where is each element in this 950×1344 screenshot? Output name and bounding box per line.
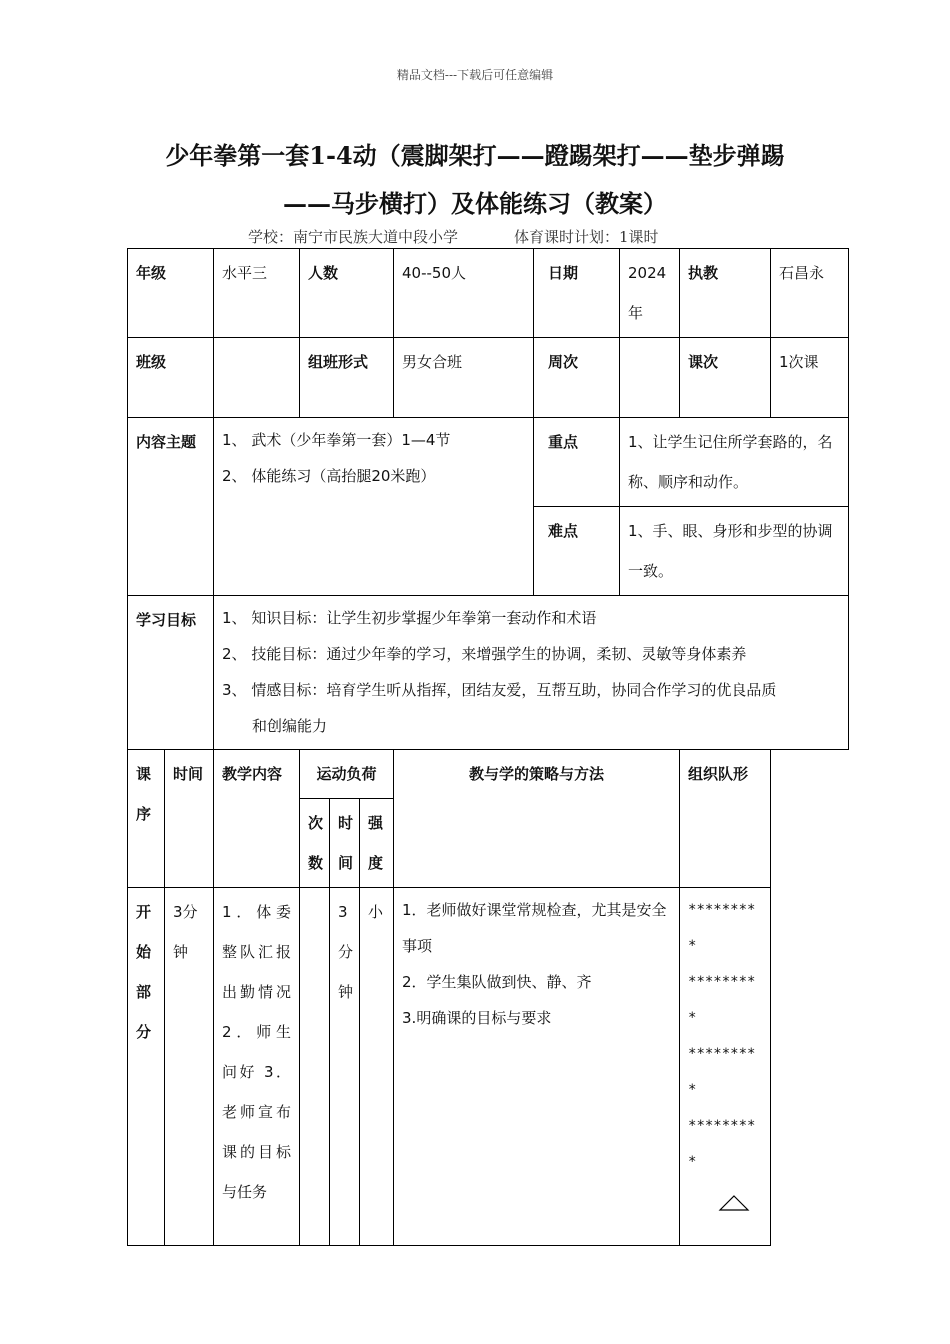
formation-row: ********* [688,1118,756,1170]
goals-items [214,596,849,750]
class-value [214,338,300,418]
col-intensity: 强度 [360,799,394,888]
section-intensity: 小 [360,888,394,1246]
teacher-value: 石昌永 [771,249,849,338]
difficulty-text: 1、手、眼、身形和步型的协调一致。 [620,507,849,596]
section-count [300,888,330,1246]
formation-row: ********* [688,902,756,954]
form-label: 组班形式 [300,338,394,418]
key-point-text: 1、让学生记住所学套路的，名称、顺序和动作。 [620,418,849,507]
section-name: 开始部分 [128,888,165,1246]
goal-item: 1、 知识目标：让学生初步掌握少年拳第一套动作和术语 [222,609,597,627]
col-content: 教学内容 [214,750,300,888]
content-row [128,418,849,507]
columns-row-1 [128,750,849,799]
difficulty-label: 难点 [534,507,620,596]
school-name: 学校：南宁市民族大道中段小学 [248,228,459,246]
section-duration: 3分钟 [330,888,360,1246]
content-items [214,418,534,596]
school-info-line [248,226,659,247]
class-label: 班级 [128,338,214,418]
section-content: 1．体委整队汇报出勤情况 2．师生问好 3．老师宣布课的目标与任务 [214,888,300,1246]
formation-row: ********* [688,974,756,1026]
date-label: 日期 [534,249,620,338]
section-methods [394,888,680,1246]
col-order: 课序 [128,750,165,888]
key-point-label: 重点 [534,418,620,507]
people-label: 人数 [300,249,394,338]
header-note: 精品文档---下载后可任意编辑 [396,68,554,82]
grade-value: 水平三 [214,249,300,338]
col-method: 教与学的策略与方法 [394,750,680,888]
info-row-1 [128,249,849,338]
triangle-outline-icon [718,1194,750,1212]
people-value: 40--50人 [394,249,534,338]
method-item: 1．老师做好课堂常规检查，尤其是安全事项 [402,901,667,955]
grade-label: 年级 [128,249,214,338]
goals-row [128,596,849,750]
col-formation: 组织队形 [680,750,771,888]
lesson-value: 1次课 [771,338,849,418]
lesson-plan-table [127,248,849,1246]
form-value: 男女合班 [394,338,534,418]
info-row-2 [128,338,849,418]
method-item: 3.明确课的目标与要求 [402,1009,552,1027]
content-item: 2、 体能练习（高抬腿20米跑） [222,467,436,485]
goals-label: 学习目标 [128,596,214,750]
content-item: 1、 武术（少年拳第一套）1—4节 [222,431,451,449]
content-label: 内容主题 [128,418,214,596]
lesson-label: 课次 [680,338,771,418]
page-title-line2: ——马步横打）及体能练习（教案） [283,189,667,218]
section-formation [680,888,771,1246]
col-count: 次数 [300,799,330,888]
goal-item: 和创编能力 [252,717,328,735]
col-time: 时间 [165,750,214,888]
teacher-label: 执教 [680,249,771,338]
page-title-line1: 少年拳第一套1-4动（震脚架打——蹬踢架打——垫步弹踢 [165,141,785,170]
goal-item: 3、 情感目标：培育学生听从指挥，团结友爱，互帮互助，协同合作学习的优良品质 [222,681,777,699]
section-start-row [128,888,849,1246]
course-plan: 体育课时计划：1课时 [514,228,659,246]
method-item: 2．学生集队做到快、静、齐 [402,973,592,991]
col-load: 运动负荷 [300,750,394,799]
formation-row: ********* [688,1046,756,1098]
date-value: 2024年 [620,249,680,338]
week-label: 周次 [534,338,620,418]
week-value [620,338,680,418]
col-duration: 时间 [330,799,360,888]
section-time: 3分钟 [165,888,214,1246]
goal-item: 2、 技能目标：通过少年拳的学习，来增强学生的协调，柔韧、灵敏等身体素养 [222,645,747,663]
